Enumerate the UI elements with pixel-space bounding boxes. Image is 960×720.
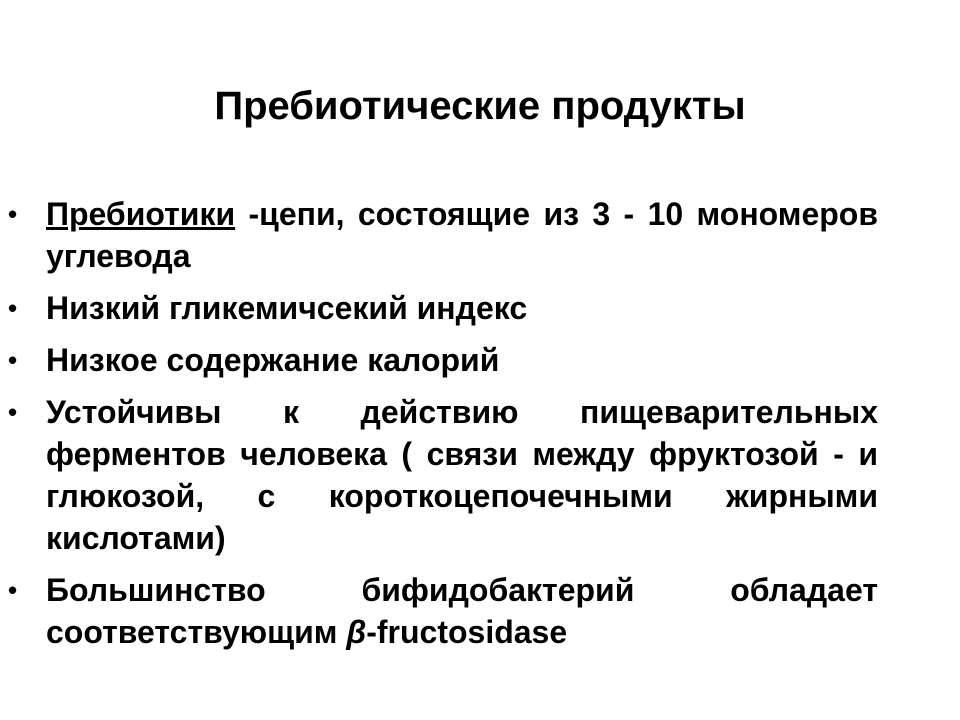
bullet-text: Низкий гликемичсекий индекс — [46, 290, 528, 326]
bullet-text — [46, 569, 878, 653]
bullet-item-prebiotics — [0, 193, 960, 277]
bullet-text — [46, 193, 878, 277]
bullet-text: Устойчивы к действию пищеварительных ферментов человека ( связи между фруктозой - и глюкозой, с короткоцепочечными жирными кислотами) — [46, 394, 878, 556]
bullet-marker: • — [8, 345, 18, 375]
bullet-text: Низкое содержание калорий — [46, 342, 500, 378]
beta-symbol: β — [346, 614, 367, 650]
bullet-marker: • — [8, 575, 18, 605]
bullet-item-bifidobacteria — [0, 569, 960, 653]
slide-title: Пребиотические продукты — [214, 84, 746, 128]
bullet-list — [0, 193, 960, 653]
bullet-item-calories — [0, 339, 960, 381]
bullet-marker: • — [8, 199, 18, 229]
text-before-beta: Большинство бифидобактерий обладает соответствующим — [46, 572, 878, 650]
term-prebiotics: Пребиотики — [46, 196, 236, 232]
bullet-item-enzyme-resistance — [0, 391, 960, 559]
bullet-marker: • — [8, 293, 18, 323]
bullet-marker: • — [8, 397, 18, 427]
term-definition: -цепи, состоящие из 3 - 10 мономеров углевода — [46, 196, 878, 274]
bullet-item-glycemic-index — [0, 287, 960, 329]
text-after-beta: -fructosidase — [366, 614, 568, 650]
